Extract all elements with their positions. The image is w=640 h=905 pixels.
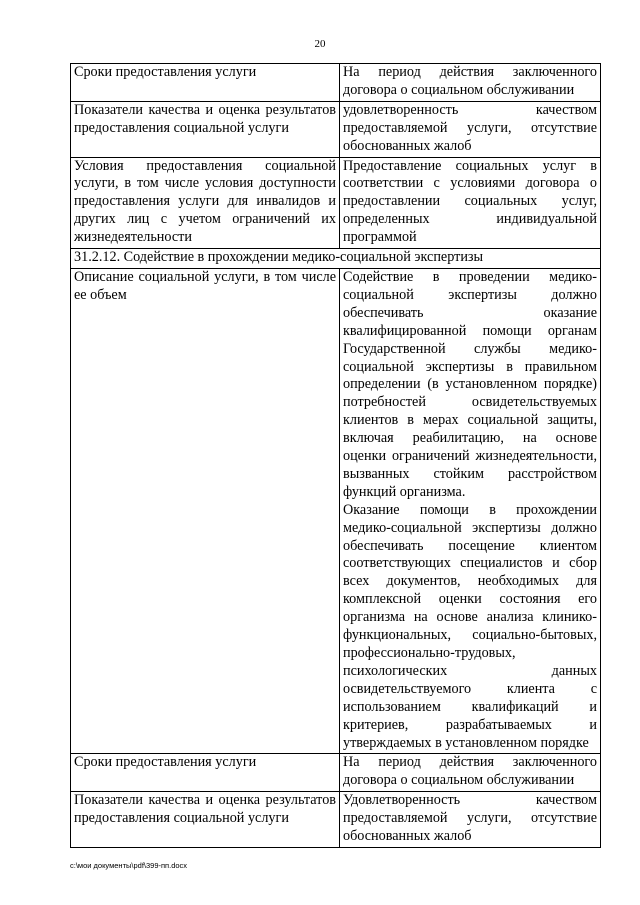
row-label-quality-2-text: Показатели качества и оценка результатов предоставления социальной услуги — [74, 792, 336, 827]
table-row — [71, 64, 601, 102]
section-heading: 31.2.12. Содействие в прохождении медико-социальной экспертизы — [71, 249, 601, 269]
page-number: 20 — [314, 38, 326, 50]
table-row — [71, 792, 601, 848]
row-value-description — [340, 268, 601, 753]
row-value-terms-2: На период действия заключенного договора о социальном обслуживании — [340, 754, 601, 792]
footer-file-path: c:\мои документы\pdf\399-пп.docx — [70, 861, 188, 870]
row-value-quality: удовлетворенность качеством предоставляемой услуги, отсутствие обоснованных жалоб — [340, 101, 601, 157]
row-label-quality: Показатели качества и оценка результатов предоставления социальной услуги — [71, 101, 340, 157]
section-heading-row — [71, 249, 601, 269]
table-row — [71, 101, 601, 157]
description-paragraph-2: Оказание помощи в прохождении медико-социальной экспертизы должно обеспечивать посещение клиентом соответствующих специалистов и сбор всех документов, необходимых для комплексной оценки состояния его организма на основе анализа клинико-функциональных, социально-бытовых, профессионально-трудовых, психологических данных освидетельствуемого клиента с использованием квалификаций и критериев, разрабатываемых и утверждаемых в установленном порядке — [343, 501, 597, 751]
table-row — [71, 754, 601, 792]
row-label-description: Описание социальной услуги, в том числе ее объем — [71, 268, 340, 753]
description-paragraph-1: Содействие в проведении медико-социальной экспертизы должно обеспечивать оказание квалифицированной помощи органам Государственной службы медико-социальной экспертизы в правильном определении (в установленном порядке) потребностей освидетельствуемых клиентов в мерах социальной защиты, включая реабилитацию, на основе оценки ограничений жизнедеятельности, вызванных стойким расстройством функций организма. — [343, 268, 597, 500]
row-value-terms: На период действия заключенного договора о социальном обслуживании — [340, 64, 601, 102]
table-row — [71, 157, 601, 249]
row-label-quality-2 — [71, 792, 340, 848]
row-value-conditions: Предоставление социальных услуг в соответствии с условиями договора о предоставлении социальных услуг, определенных индивидуальной программой — [340, 157, 601, 249]
row-label-conditions: Условия предоставления социальной услуги, в том числе условия доступности предоставления услуги для инвалидов и других лиц с учетом ограничений их жизнедеятельности — [71, 157, 340, 249]
table-row — [71, 268, 601, 753]
service-table — [70, 63, 601, 848]
row-label-terms-2: Сроки предоставления услуги — [71, 754, 340, 792]
row-label-terms: Сроки предоставления услуги — [71, 64, 340, 102]
row-value-quality-2: Удовлетворенность качеством предоставляемой услуги, отсутствие обоснованных жалоб — [340, 792, 601, 848]
